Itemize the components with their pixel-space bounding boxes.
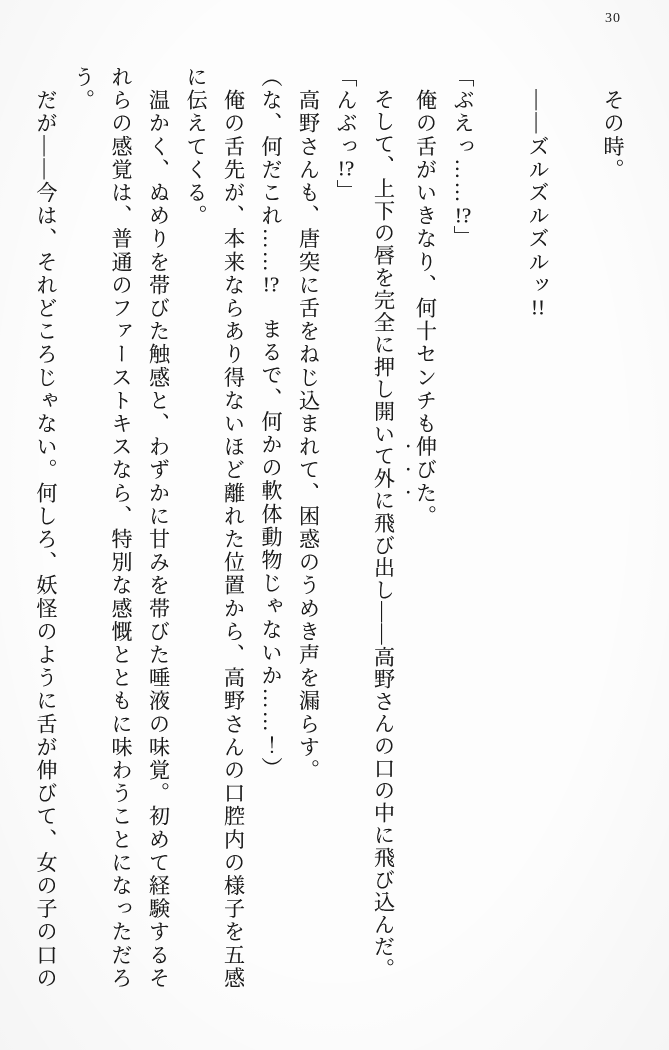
text-line — [64, 66, 177, 996]
text-segment: 高野さんも、唐突に舌をねじ込まれて、困惑のうめき声を漏らす。 — [296, 66, 321, 783]
text-line — [364, 66, 402, 996]
tatechuyoko-text: !? — [262, 273, 280, 295]
text-segment: 俺の舌がいきなり、何十センチも — [413, 66, 438, 436]
text-segment: ——ズルズルズルッ — [526, 66, 550, 297]
text-line — [594, 66, 632, 996]
text-line — [402, 66, 444, 996]
text-line — [252, 66, 290, 996]
blank-line — [556, 66, 594, 996]
tatechuyoko-text: !? — [454, 204, 472, 226]
text-segment: 「ぶえっ…… — [451, 66, 475, 205]
text-segment: まるで、何かの軟体動物じゃないか……！） — [259, 294, 283, 781]
vertical-text-block — [27, 66, 632, 996]
text-line — [327, 66, 365, 996]
text-segment: 「んぶっ — [334, 66, 358, 159]
text-segment: そして、上下の唇を完全に押し開いて外に飛び出し——高野さんの口の中に飛び込んだ。 — [371, 66, 396, 981]
tatechuyoko-text: !? — [337, 158, 355, 180]
page-number: 30 — [605, 11, 621, 26]
text-line — [289, 66, 327, 996]
text-segment: （な、何だこれ…… — [259, 66, 283, 274]
text-segment: だが——今は、それどころじゃない。何しろ、妖怪のように舌が伸びて、女の子の口の — [34, 66, 58, 990]
emphasis-text: 伸びた — [413, 435, 438, 505]
text-segment: 。 — [413, 504, 438, 529]
text-line — [177, 66, 252, 996]
text-line — [27, 66, 65, 996]
text-segment: 温かく、ぬめりを帯びた触感と、わずかに甘みを帯びた唾液の味覚。初めて経験するそれらの感覚は、普通のファーストキスなら、特別な感慨とともに味わうことになっただろう。 — [71, 66, 171, 990]
text-segment: 」 — [451, 225, 475, 249]
text-segment: その時。 — [601, 66, 625, 182]
blank-line — [481, 66, 519, 996]
text-segment: 俺の舌先が、本来ならあり得ないほど離れた位置から、高野さんの口腔内の様子を五感に伝えてくる。 — [184, 66, 246, 990]
tatechuyoko-text: !! — [531, 297, 545, 318]
text-line — [519, 66, 557, 996]
text-segment: 」 — [334, 179, 358, 203]
text-line — [444, 66, 482, 996]
